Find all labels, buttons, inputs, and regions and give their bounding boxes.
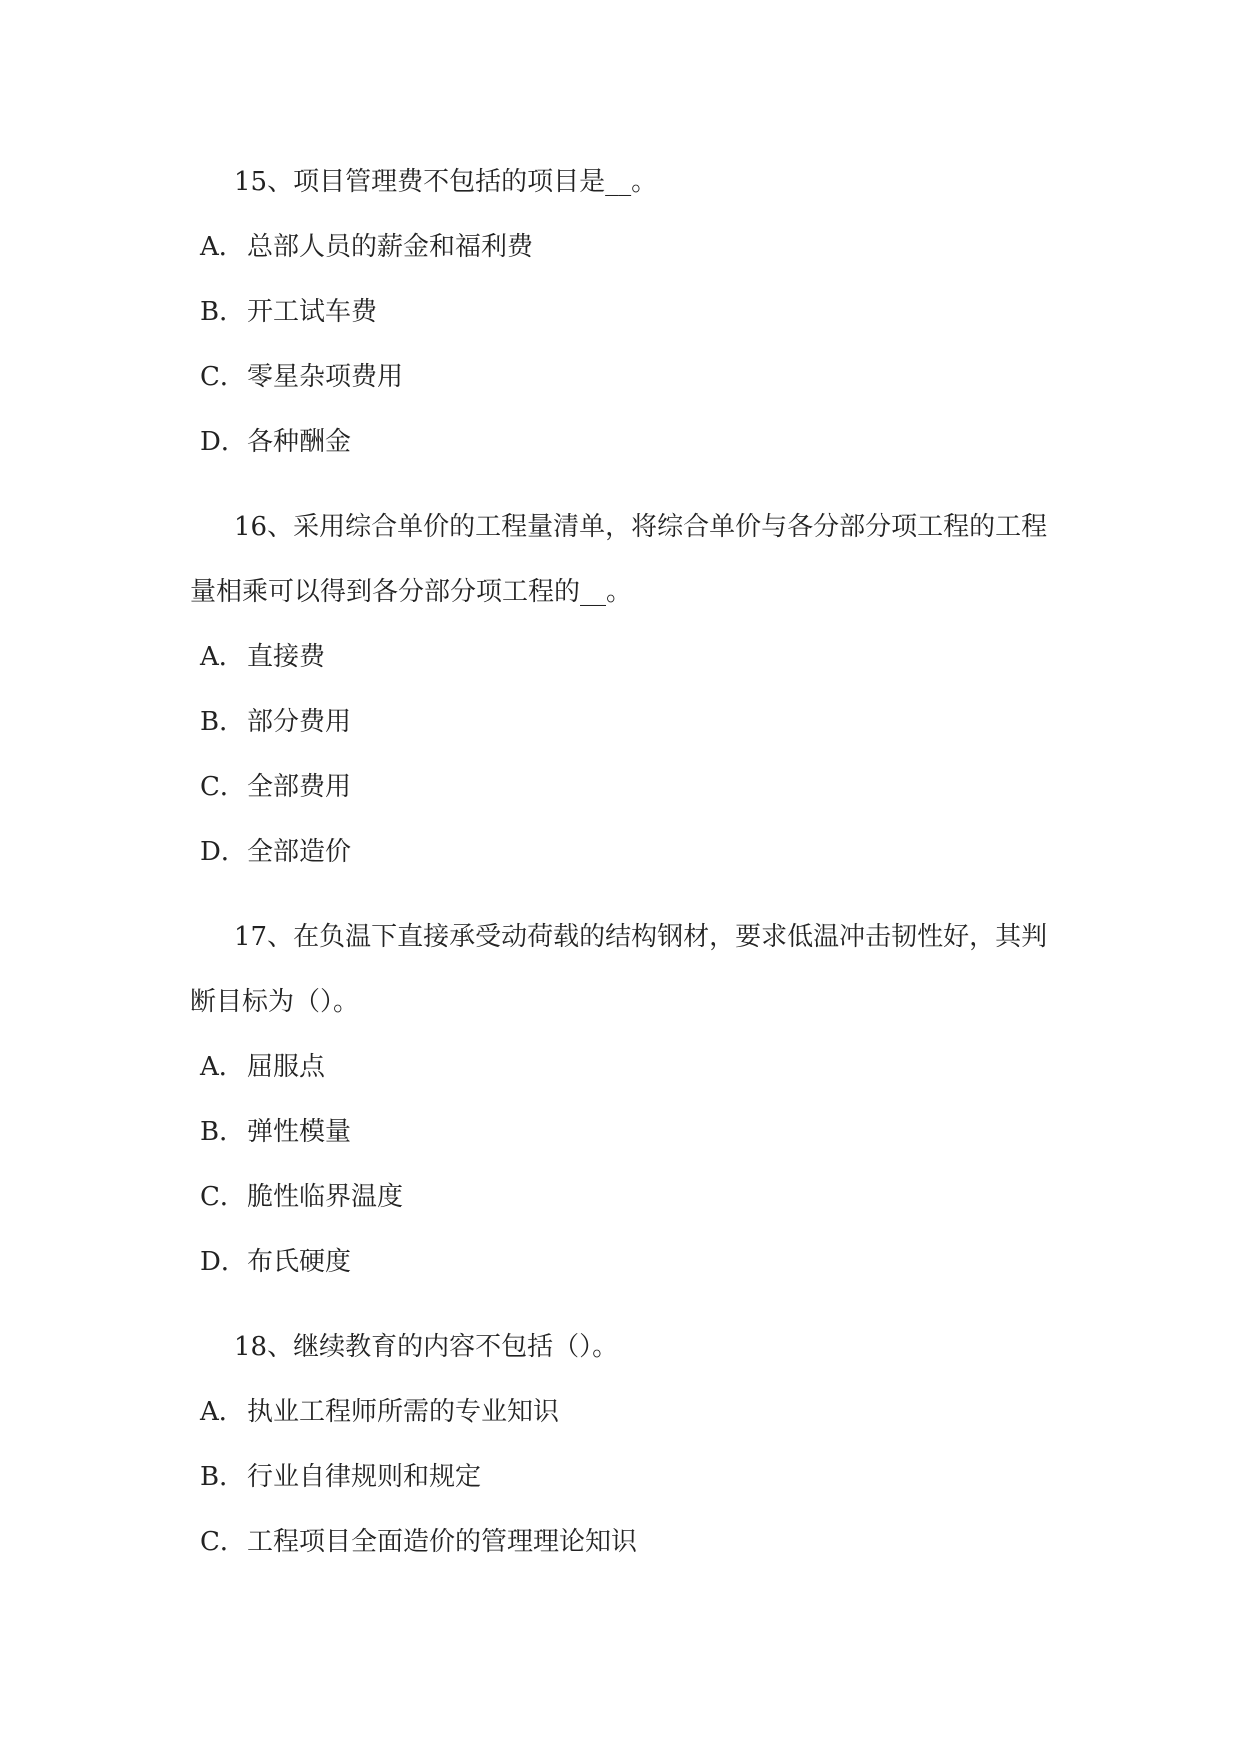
q17-option-d bbox=[200, 1242, 1060, 1282]
option-text: 布氏硬度 bbox=[247, 1247, 352, 1277]
option-text: 直接费 bbox=[247, 642, 326, 672]
q16-option-c bbox=[200, 767, 1060, 807]
option-text: 全部造价 bbox=[247, 837, 352, 867]
option-text: 屈服点 bbox=[247, 1052, 326, 1082]
option-letter: B． bbox=[200, 1117, 246, 1147]
question-15-stem: 15、项目管理费不包括的项目是__。 bbox=[234, 167, 658, 197]
option-text: 执业工程师所需的专业知识 bbox=[247, 1397, 560, 1427]
option-text: 弹性模量 bbox=[247, 1117, 352, 1147]
option-text: 开工试车费 bbox=[247, 297, 378, 327]
q17-option-b bbox=[200, 1112, 1060, 1152]
option-text: 部分费用 bbox=[247, 707, 352, 737]
option-text: 各种酬金 bbox=[247, 427, 352, 457]
question-17-stem: 17、在负温下直接承受动荷载的结构钢材，要求低温冲击韧性好，其判断目标为（）。 bbox=[190, 922, 1048, 1017]
option-text: 行业自律规则和规定 bbox=[247, 1462, 482, 1492]
q18-option-c bbox=[200, 1522, 1060, 1562]
option-letter: D． bbox=[200, 1247, 247, 1277]
option-letter: C． bbox=[200, 1527, 246, 1557]
q17-option-c bbox=[200, 1177, 1060, 1217]
q18-option-a bbox=[200, 1392, 1060, 1432]
q15-option-d bbox=[200, 422, 1060, 462]
option-letter: B． bbox=[200, 297, 246, 327]
q15-option-b bbox=[200, 292, 1060, 332]
q17-option-a bbox=[200, 1047, 1060, 1087]
q15-option-c bbox=[200, 357, 1060, 397]
q16-option-d bbox=[200, 832, 1060, 872]
option-letter: A． bbox=[200, 642, 245, 672]
option-letter: C． bbox=[200, 362, 246, 392]
option-letter: A． bbox=[200, 1052, 245, 1082]
question-16-stem: 16、采用综合单价的工程量清单，将综合单价与各分部分项工程的工程量相乘可以得到各分部分项工程的__。 bbox=[190, 512, 1048, 607]
q15-option-a bbox=[200, 227, 1060, 267]
option-text: 工程项目全面造价的管理理论知识 bbox=[247, 1527, 638, 1557]
q16-option-b bbox=[200, 702, 1060, 742]
q18-option-b bbox=[200, 1457, 1060, 1497]
option-letter: B． bbox=[200, 1462, 246, 1492]
option-text: 全部费用 bbox=[247, 772, 352, 802]
option-letter: A． bbox=[200, 1397, 245, 1427]
q16-option-a bbox=[200, 637, 1060, 677]
option-letter: D． bbox=[200, 427, 247, 457]
option-letter: B． bbox=[200, 707, 246, 737]
question-18-stem: 18、继续教育的内容不包括（）。 bbox=[234, 1332, 619, 1362]
option-text: 总部人员的薪金和福利费 bbox=[247, 232, 534, 262]
option-text: 脆性临界温度 bbox=[247, 1182, 404, 1212]
option-text: 零星杂项费用 bbox=[247, 362, 404, 392]
option-letter: A． bbox=[200, 232, 245, 262]
option-letter: D． bbox=[200, 837, 247, 867]
option-letter: C． bbox=[200, 1182, 246, 1212]
option-letter: C． bbox=[200, 772, 246, 802]
